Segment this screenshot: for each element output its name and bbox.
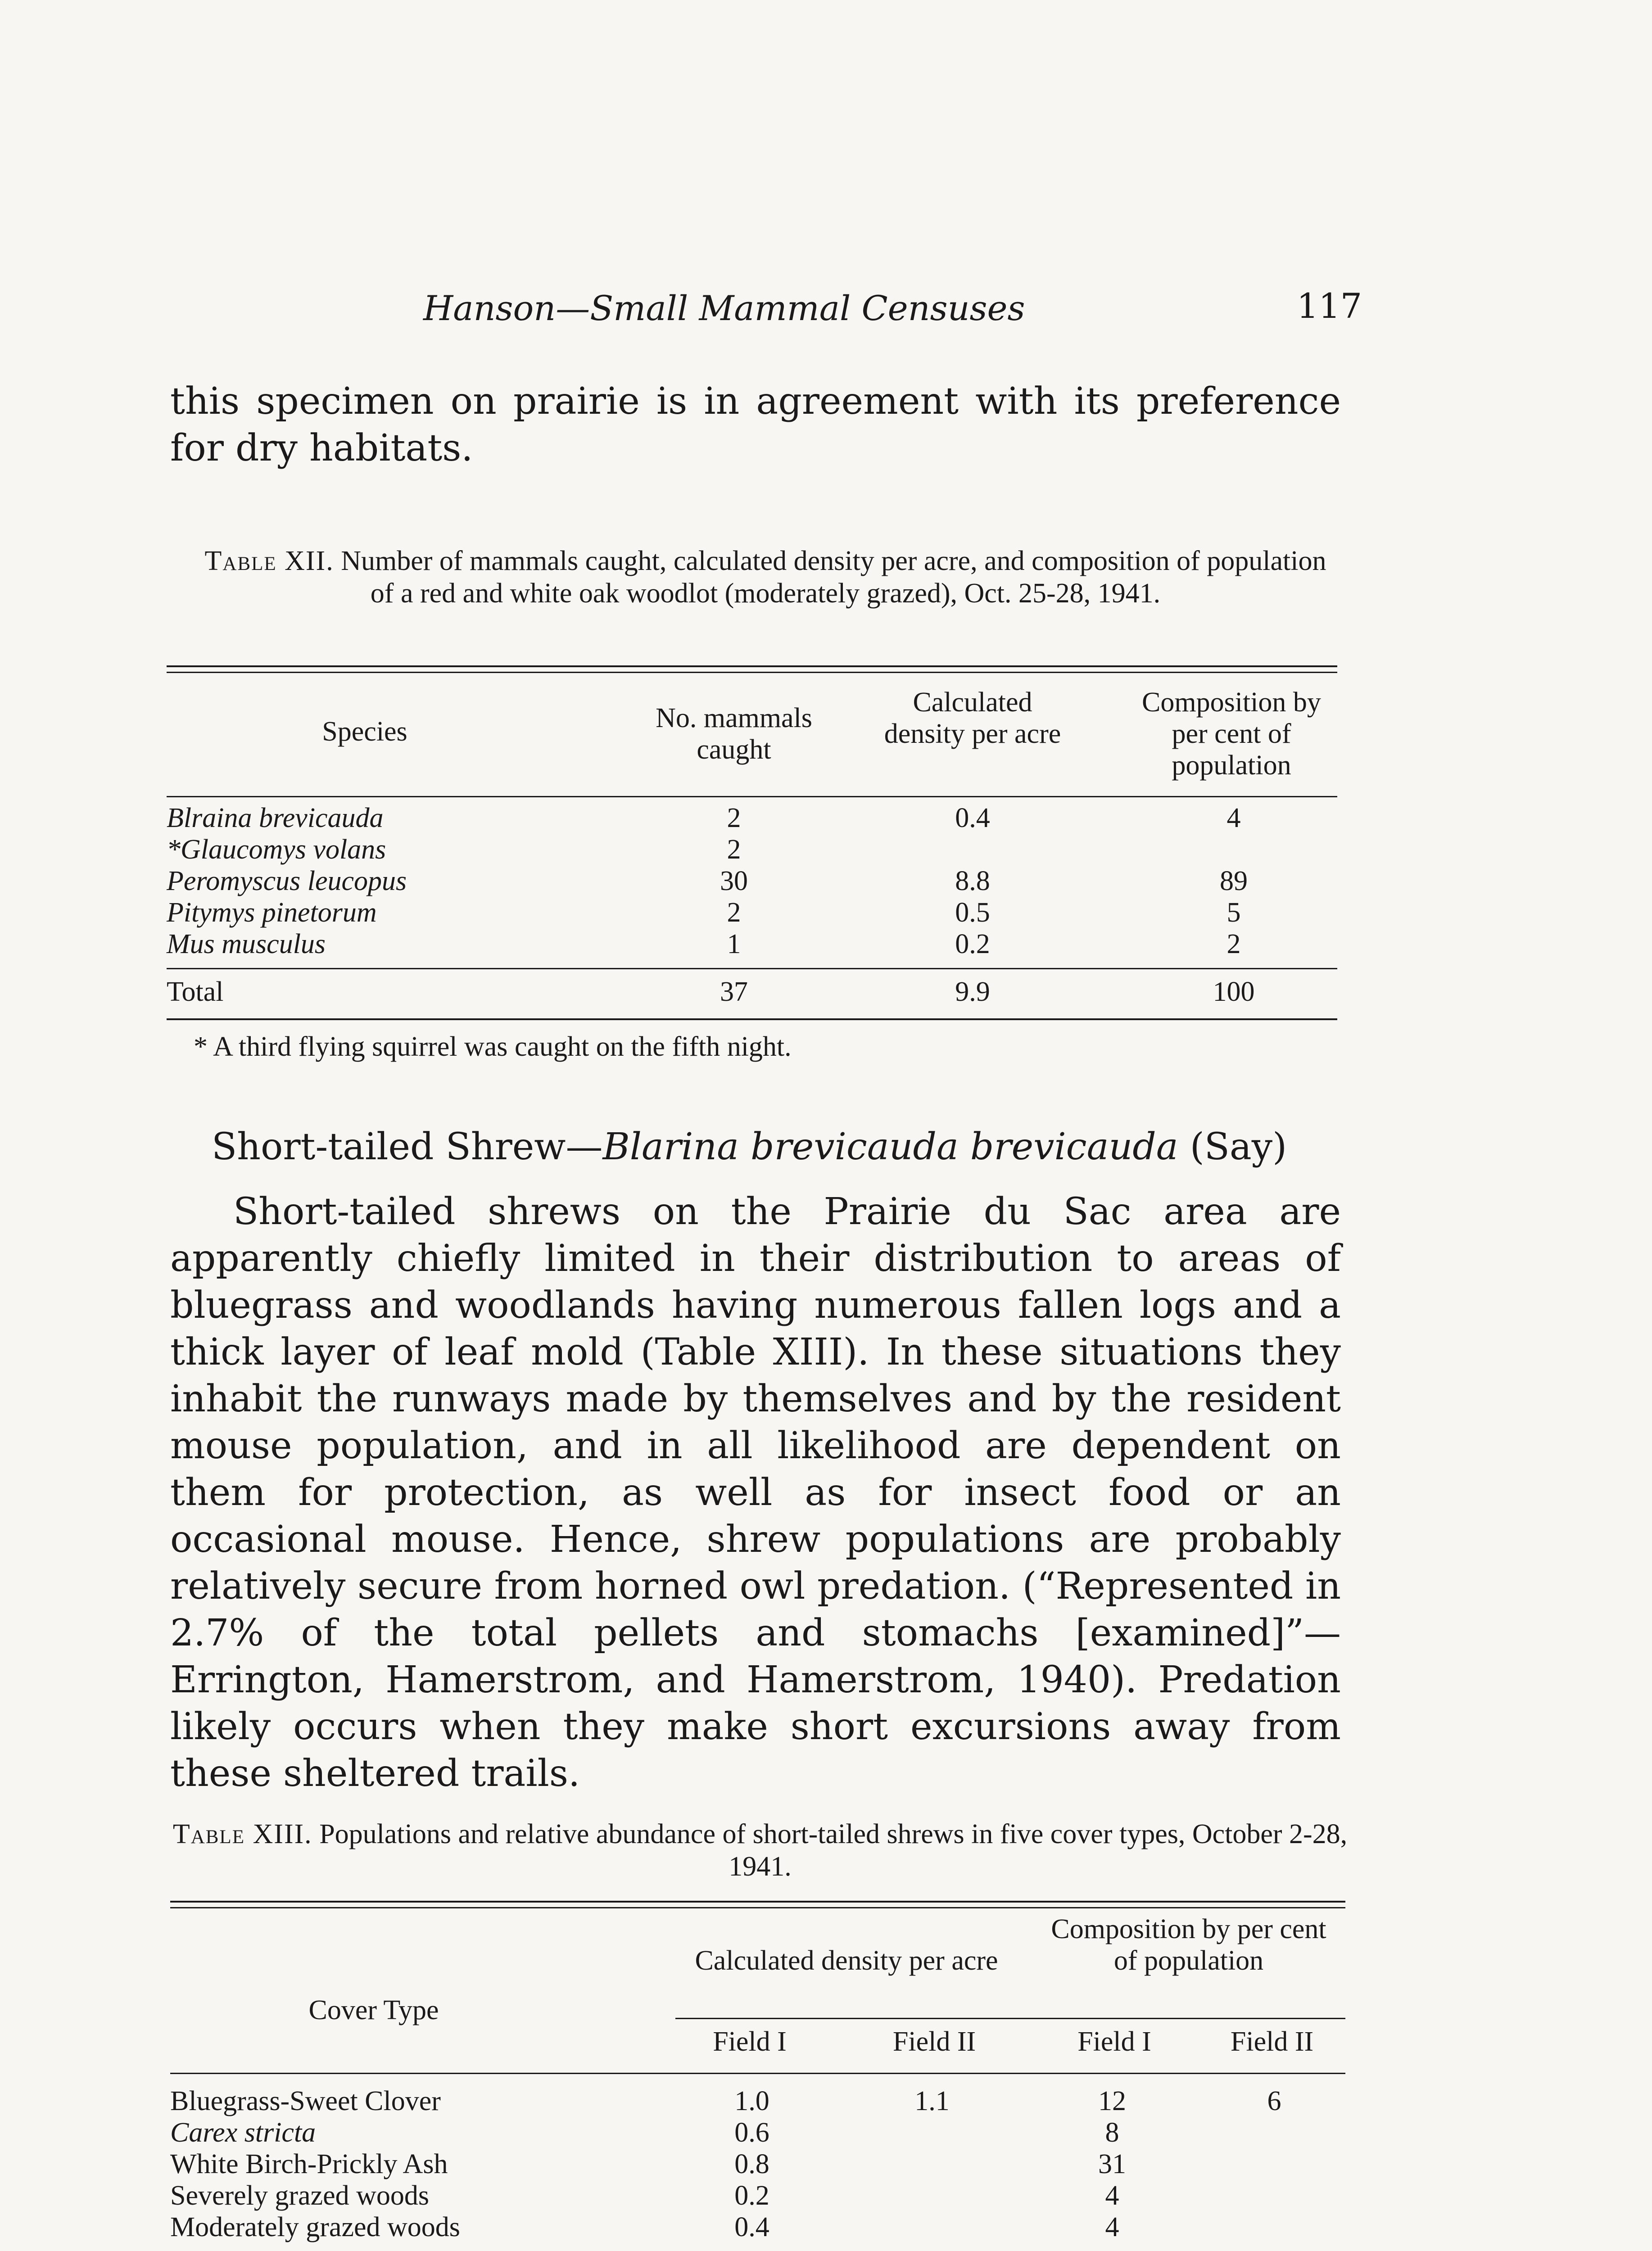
table13-composition-field1: 4 <box>1105 2212 1119 2242</box>
table12-composition: 5 <box>1227 897 1241 928</box>
page-number: 117 <box>1297 286 1362 326</box>
table12-header-density: Calculated density per acre <box>884 687 1061 749</box>
table13-composition-field1: 4 <box>1105 2180 1119 2211</box>
table13-subheader-density-field1: Field I <box>713 2026 787 2057</box>
table12-density: 8.8 <box>955 866 990 896</box>
table13-subheader-density-field2: Field II <box>892 2026 976 2057</box>
table13-density-field1: 1.0 <box>734 2086 769 2116</box>
table12-species: Peromyscus leucopus <box>167 866 407 896</box>
table12-header-caught: No. mammals caught <box>656 703 812 765</box>
table12-total-label: Total <box>167 976 224 1007</box>
table12-caught: 2 <box>727 834 741 865</box>
table12-caption-label: Table XII. <box>204 546 334 576</box>
table13-cover: Moderately grazed woods <box>170 2212 460 2242</box>
table13-cover: Severely grazed woods <box>170 2180 430 2211</box>
table12-total-density: 9.9 <box>955 976 990 1007</box>
table12-caught: 2 <box>727 803 741 833</box>
table12-composition: 89 <box>1220 866 1248 896</box>
table13-density-field2: 1.1 <box>914 2086 950 2116</box>
table13-subheader-composition-field2: Field II <box>1230 2026 1314 2057</box>
table13-composition-field1: 31 <box>1098 2149 1126 2179</box>
table12-caught: 1 <box>727 929 741 959</box>
section-heading-authority: (Say) <box>1178 1126 1287 1168</box>
table12-total-caught: 37 <box>720 976 748 1007</box>
table12-caught: 30 <box>720 866 748 896</box>
table13-header-cover: Cover Type <box>308 1995 439 2025</box>
table12-density: 0.2 <box>955 929 990 959</box>
table13-header-density-group: Calculated density per acre <box>695 1945 998 1976</box>
table12-density: 0.4 <box>955 803 990 833</box>
intro-paragraph: this specimen on prairie is in agreement with its preference for dry habitats. <box>170 380 1341 470</box>
table13-cover: Carex stricta <box>170 2117 316 2148</box>
table12-species: Pitymys pinetorum <box>167 897 377 928</box>
table13-composition-field2: 6 <box>1267 2086 1281 2116</box>
section-heading-scientific: Blarina brevicauda brevicauda <box>602 1126 1178 1168</box>
table12-density: 0.5 <box>955 897 990 928</box>
table12-caught: 2 <box>727 897 741 928</box>
table13-header-composition-group: Composition by per cent of population <box>1051 1914 1326 1976</box>
table12-footnote: * A third flying squirrel was caught on the fifth night. <box>194 1031 792 1062</box>
table13-composition-field1: 12 <box>1098 2086 1126 2116</box>
table13-caption-label: Table XIII. <box>172 1819 312 1849</box>
table13-composition-field1: 8 <box>1105 2117 1119 2148</box>
shrew-paragraph: Short-tailed shrews on the Prairie du Sac area are apparently chiefly limited in their distribution to areas of bluegrass and woodlands having numerous fallen logs and a thick layer of leaf mold (Table XIII). In these situations they inhabit the runways made by themselves and by the resident mouse population, and in all likelihood are dependent on them for protection, as well as for insect food or an occasional mouse. Hence, shrew populations are probably relatively secure from horned owl predation. (“Represented in 2.7% of the total pellets and stomachs [examined]”—Errington, Hamerstrom, and Hamerstrom, 1940). Predation likely occurs when they make short excursions away from these sheltered trails. <box>170 1190 1341 1795</box>
running-head: Hanson—Small Mammal Censuses <box>423 288 1025 328</box>
table13-caption-text: Populations and relative abundance of short-tailed shrews in five cover types, October 2-28, 1941. <box>319 1819 1348 1882</box>
table12-caption-text: Number of mammals caught, calculated density per acre, and composition of population of a red and white oak woodlot (moderately grazed), Oct. 25-28, 1941. <box>341 546 1326 609</box>
table12-composition: 4 <box>1227 803 1241 833</box>
table13-cover: Bluegrass-Sweet Clover <box>170 2086 441 2116</box>
table13-density-field1: 0.4 <box>734 2212 769 2242</box>
section-heading-common: Short-tailed Shrew— <box>212 1126 603 1168</box>
table13-density-field1: 0.6 <box>734 2117 769 2148</box>
table12-species: *Glaucomys volans <box>167 834 386 865</box>
table13-subheader-composition-field1: Field I <box>1077 2026 1151 2057</box>
table12-species: Mus musculus <box>167 929 326 959</box>
table13-density-field1: 0.2 <box>734 2180 769 2211</box>
table13-density-field1: 0.8 <box>734 2149 769 2179</box>
table12-header-species: Species <box>322 716 407 747</box>
table12-total-composition: 100 <box>1213 976 1255 1007</box>
table12-species: Blraina brevicauda <box>167 803 384 833</box>
table12-composition: 2 <box>1227 929 1241 959</box>
table13-cover: White Birch-Prickly Ash <box>170 2149 448 2179</box>
table12-header-composition: Composition by per cent of population <box>1142 687 1321 781</box>
